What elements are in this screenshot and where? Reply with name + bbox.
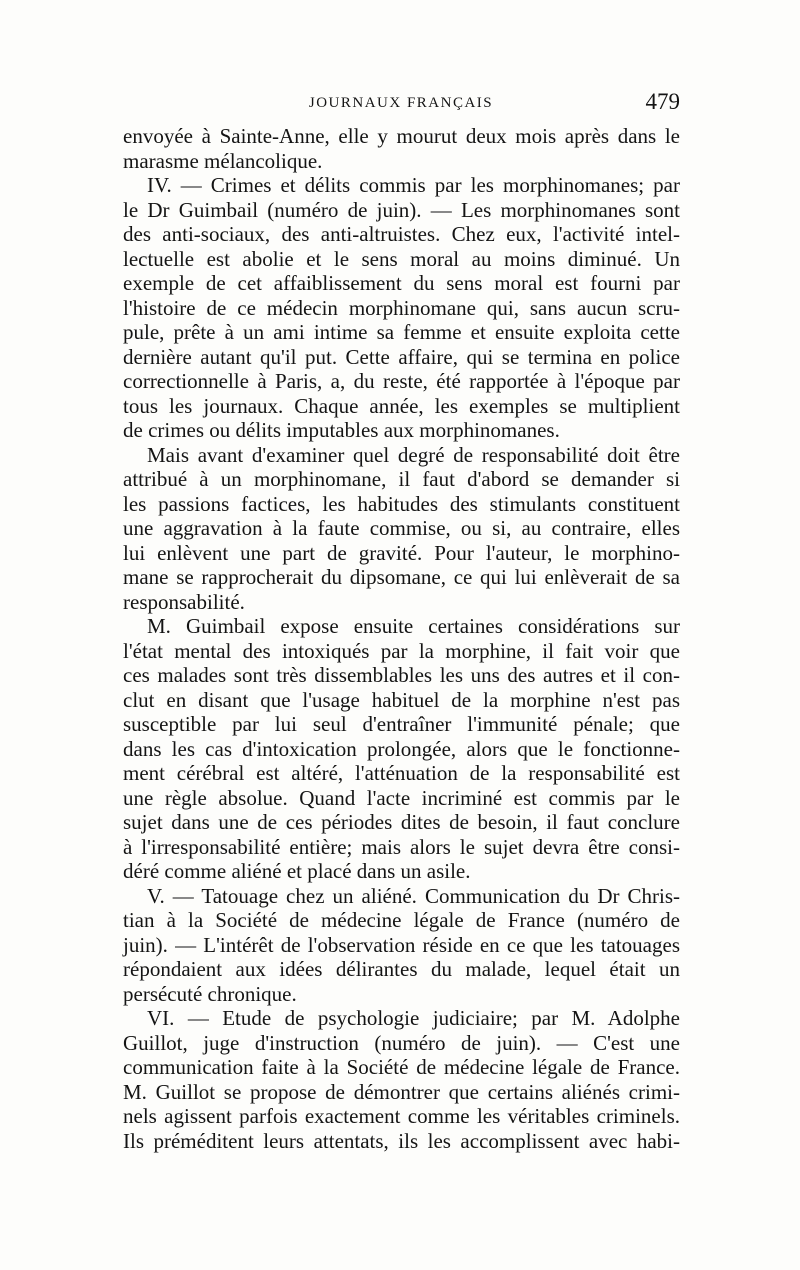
text-line: attribué à un morphinomane, il faut d'abord se demander si	[123, 467, 680, 491]
body-text	[123, 124, 680, 1153]
running-header	[122, 89, 680, 121]
text-line: clut en disant que l'usage habituel de la morphine n'est pas	[123, 687, 680, 712]
text-line-section-vi: VI. — Etude de psychologie judiciaire; par M. Adolphe	[147, 1006, 680, 1030]
text-line: M. Guillot se propose de démontrer que certains aliénés crimi-	[123, 1079, 680, 1104]
text-line: lectuelle est abolie et le sens moral au moins diminué. Un	[123, 246, 680, 271]
text-line: marasme mélancolique.	[123, 148, 323, 173]
text-line: tian à la Société de médecine légale de France (numéro de	[123, 908, 680, 932]
text-line: juin). — L'intérêt de l'observation réside en ce que les tatouages	[123, 932, 680, 957]
page-number: 479	[645, 89, 680, 114]
text-line: pule, prête à un ami intime sa femme et ensuite exploita cette	[123, 320, 680, 344]
text-line: à l'irresponsabilité entière; mais alors le sujet devra être consi-	[123, 834, 680, 859]
text-line: sujet dans une de ces périodes dites de besoin, il faut conclure	[123, 810, 680, 834]
text-line: dans les cas d'intoxication prolongée, alors que le fonctionne-	[123, 736, 680, 761]
text-line: de crimes ou délits imputables aux morphinomanes.	[123, 418, 560, 442]
text-line: le Dr Guimbail (numéro de juin). — Les morphinomanes sont	[123, 197, 680, 222]
text-line: responsabilité.	[123, 589, 245, 614]
text-line: Ils préméditent leurs attentats, ils les accomplissent avec habi-	[123, 1128, 680, 1153]
text-line-paragraph-start: M. Guimbail expose ensuite certaines considérations sur	[147, 614, 680, 638]
text-line: tous les journaux. Chaque année, les exemples se multiplient	[123, 393, 680, 418]
text-line: répondaient aux idées délirantes du malade, lequel était un	[123, 957, 680, 981]
text-line-paragraph-start: Mais avant d'examiner quel degré de responsabilité doit être	[147, 442, 680, 467]
text-line: Guillot, juge d'instruction (numéro de juin). — C'est une	[123, 1030, 680, 1055]
text-line: exemple de cet affaiblissement du sens moral est fourni par	[123, 271, 680, 295]
text-line: dernière autant qu'il put. Cette affaire, qui se termina en police	[123, 344, 680, 369]
text-line: l'état mental des intoxiqués par la morphine, il fait voir que	[123, 638, 680, 663]
running-title: JOURNAUX FRANÇAIS	[308, 95, 494, 111]
text-line-section-v: V. — Tatouage chez un aliéné. Communication du Dr Chris-	[147, 883, 680, 908]
text-line: ces malades sont très dissemblables les uns des autres et il con-	[123, 663, 680, 687]
text-line: mane se rapprocherait du dipsomane, ce qui lui enlèverait de sa	[123, 565, 680, 589]
text-line: envoyée à Sainte-Anne, elle y mourut deux mois après dans le	[123, 124, 680, 148]
text-line: lui enlèvent une part de gravité. Pour l'auteur, le morphino-	[123, 540, 680, 565]
text-line: susceptible par lui seul d'entraîner l'immunité pénale; que	[123, 712, 680, 736]
text-line: les passions factices, les habitudes des stimulants constituent	[123, 491, 680, 516]
text-line: l'histoire de ce médecin morphinomane qui, sans aucun scru-	[123, 295, 680, 320]
text-line: persécuté chronique.	[123, 981, 297, 1006]
text-line: ment cérébral est altéré, l'atténuation de la responsabilité est	[123, 761, 680, 785]
text-line: une aggravation à la faute commise, ou si, au contraire, elles	[123, 516, 680, 540]
text-line: des anti-sociaux, des anti-altruistes. Chez eux, l'activité intel-	[123, 222, 680, 246]
text-line: déré comme aliéné et placé dans un asile.	[123, 859, 471, 883]
text-line: nels agissent parfois exactement comme les véritables criminels.	[123, 1104, 680, 1128]
text-line-section-iv: IV. — Crimes et délits commis par les morphinomanes; par	[147, 173, 680, 197]
text-line: communication faite à la Société de médecine légale de France.	[123, 1055, 680, 1079]
text-line: correctionnelle à Paris, a, du reste, été rapportée à l'époque par	[123, 369, 680, 393]
text-line: une règle absolue. Quand l'acte incriminé est commis par le	[123, 785, 680, 810]
